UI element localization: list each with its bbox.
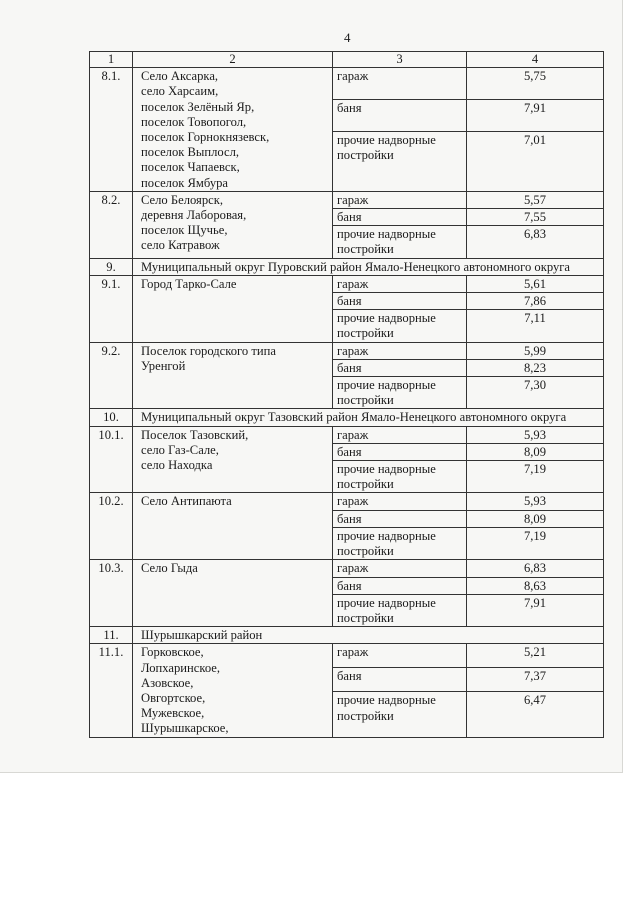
section-title: Шурышкарский район: [133, 627, 604, 644]
table-row: [90, 68, 604, 100]
coefficient-value: 7,19: [467, 461, 604, 493]
coefficient-value: 8,63: [467, 577, 604, 594]
settlement-name-line: Город Тарко-Сале: [141, 276, 237, 291]
settlement-name-line: село Газ-Сале,: [141, 442, 219, 457]
settlement-name-line: Горковское,: [141, 645, 204, 660]
coefficient-value: 5,61: [467, 275, 604, 292]
settlement-names: [133, 426, 333, 493]
settlement-name-line: село Находка: [141, 458, 213, 473]
settlement-names: [133, 493, 333, 560]
settlement-names: [133, 644, 333, 737]
building-type: баня: [333, 577, 467, 594]
building-type: гараж: [333, 560, 467, 577]
header-col-1: 1: [90, 52, 133, 68]
table-row: [90, 275, 604, 292]
settlement-name-line: Поселок городского типа: [141, 343, 276, 358]
building-type: баня: [333, 443, 467, 460]
settlement-name-line: Мужевское,: [141, 706, 205, 721]
section-title: Муниципальный округ Тазовский район Ямало-Ненецкого автономного округа: [133, 409, 604, 426]
building-type: прочие надворные постройки: [333, 310, 467, 342]
settlement-name-line: Село Антипаюта: [141, 494, 232, 509]
section-number: 9.: [90, 258, 133, 275]
settlement-name-line: деревня Лаборовая,: [141, 208, 247, 223]
building-type: баня: [333, 359, 467, 376]
row-number: 11.1.: [90, 644, 133, 737]
tariff-table: [89, 51, 604, 738]
settlement-name-line: поселок Ямбура: [141, 175, 229, 190]
settlement-name-line: Азовское,: [141, 675, 194, 690]
section-row: [90, 627, 604, 644]
coefficient-value: 7,19: [467, 527, 604, 559]
coefficient-value: 6,83: [467, 560, 604, 577]
settlement-name-line: поселок Щучье,: [141, 223, 228, 238]
building-type: гараж: [333, 644, 467, 668]
table-row: [90, 342, 604, 359]
table-row: [90, 493, 604, 510]
row-number: 10.2.: [90, 493, 133, 560]
settlement-name-line: Овгортское,: [141, 690, 206, 705]
settlement-name-line: Лопхаринское,: [141, 660, 221, 675]
settlement-name-line: Село Белоярск,: [141, 192, 223, 207]
settlement-names: [133, 191, 333, 258]
coefficient-value: 8,23: [467, 359, 604, 376]
settlement-name-line: поселок Зелёный Яр,: [141, 99, 255, 114]
building-type: гараж: [333, 342, 467, 359]
coefficient-value: 7,55: [467, 209, 604, 226]
settlement-name-line: поселок Товопогол,: [141, 114, 247, 129]
coefficient-value: 5,21: [467, 644, 604, 668]
settlement-name-line: поселок Выплосл,: [141, 145, 240, 160]
building-type: гараж: [333, 493, 467, 510]
coefficient-value: 7,91: [467, 594, 604, 626]
section-row: [90, 409, 604, 426]
settlement-name-line: Шурышкарское,: [141, 721, 229, 736]
coefficient-value: 5,75: [467, 68, 604, 100]
row-number: 8.1.: [90, 68, 133, 192]
header-row: [90, 52, 604, 68]
coefficient-value: 8,09: [467, 443, 604, 460]
coefficient-value: 8,09: [467, 510, 604, 527]
coefficient-value: 7,86: [467, 293, 604, 310]
header-col-2: 2: [133, 52, 333, 68]
settlement-names: [133, 275, 333, 342]
coefficient-value: 6,83: [467, 226, 604, 258]
settlement-name-line: Поселок Тазовский,: [141, 427, 249, 442]
page-number: 4: [344, 30, 351, 45]
building-type: гараж: [333, 275, 467, 292]
settlement-names: [133, 342, 333, 409]
settlement-name-line: село Катравож: [141, 238, 220, 253]
building-type: гараж: [333, 426, 467, 443]
building-type: баня: [333, 100, 467, 132]
settlement-name-line: Село Аксарка,: [141, 69, 219, 84]
section-title: Муниципальный округ Пуровский район Ямало-Ненецкого автономного округа: [133, 258, 604, 275]
header-col-4: 4: [467, 52, 604, 68]
coefficient-value: 7,91: [467, 100, 604, 132]
coefficient-value: 7,01: [467, 131, 604, 191]
coefficient-value: 5,99: [467, 342, 604, 359]
table-row: [90, 560, 604, 577]
coefficient-value: 7,11: [467, 310, 604, 342]
header-col-3: 3: [333, 52, 467, 68]
row-number: 9.1.: [90, 275, 133, 342]
coefficient-value: 7,37: [467, 668, 604, 692]
building-type: гараж: [333, 68, 467, 100]
settlement-name-line: поселок Горнокнязевск,: [141, 130, 270, 145]
coefficient-value: 6,47: [467, 692, 604, 737]
table-row: [90, 644, 604, 668]
coefficient-value: 5,57: [467, 191, 604, 208]
coefficient-value: 5,93: [467, 426, 604, 443]
building-type: прочие надворные постройки: [333, 594, 467, 626]
building-type: баня: [333, 510, 467, 527]
settlement-name-line: Село Гыда: [141, 561, 198, 576]
row-number: 9.2.: [90, 342, 133, 409]
building-type: гараж: [333, 191, 467, 208]
settlement-name-line: поселок Чапаевск,: [141, 160, 240, 175]
row-number: 10.3.: [90, 560, 133, 627]
row-number: 8.2.: [90, 191, 133, 258]
building-type: прочие надворные постройки: [333, 461, 467, 493]
section-number: 10.: [90, 409, 133, 426]
building-type: прочие надворные постройки: [333, 377, 467, 409]
row-number: 10.1.: [90, 426, 133, 493]
building-type: баня: [333, 668, 467, 692]
building-type: прочие надворные постройки: [333, 226, 467, 258]
settlement-names: [133, 68, 333, 192]
building-type: баня: [333, 209, 467, 226]
section-row: [90, 258, 604, 275]
building-type: прочие надворные постройки: [333, 527, 467, 559]
coefficient-value: 7,30: [467, 377, 604, 409]
table-row: [90, 191, 604, 208]
settlement-name-line: Уренгой: [141, 358, 186, 373]
section-number: 11.: [90, 627, 133, 644]
settlement-names: [133, 560, 333, 627]
building-type: баня: [333, 293, 467, 310]
building-type: прочие надворные постройки: [333, 692, 467, 737]
settlement-name-line: село Харсаим,: [141, 84, 219, 99]
coefficient-value: 5,93: [467, 493, 604, 510]
table-row: [90, 426, 604, 443]
building-type: прочие надворные постройки: [333, 131, 467, 191]
